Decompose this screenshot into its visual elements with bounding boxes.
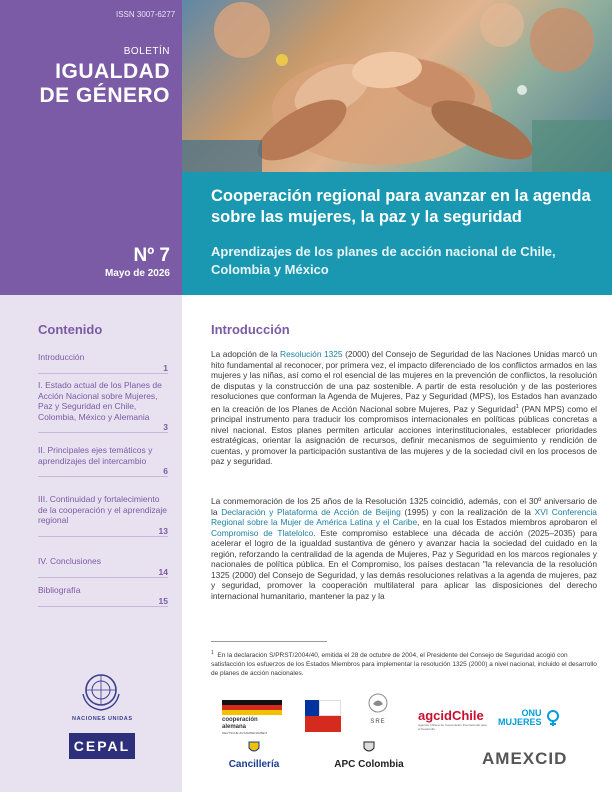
text-run: (PAN MPS) como el principal instrumento para traducir los compromisos internacionales en políticas públicas concretas a nivel nacional. Estos planes permiten articular acciones interinstitucionales, establecer prioridades estratégicas, orientar la asignación de recursos, definir mecanismos de seguimiento y rendición de cuentas, y promover la participación sustantiva de las mujeres y de la sociedad civil en los procesos de paz y seguridad. (211, 403, 597, 467)
series-title-line1: IGUALDAD (55, 60, 170, 83)
toc-item[interactable] (38, 352, 168, 374)
toc-item-page: 15 (158, 595, 168, 606)
onu-mujeres-logo (498, 709, 562, 727)
toc-item-page: 6 (163, 466, 168, 476)
text-run: (2000) del Consejo de Seguridad de las Naciones Unidas marcó un hito fundamental al reconocer, por primera vez, el impacto diferenciado de los conflictos armados en las mujeres y las niñas, así como el rol esencial de las mujeres en la prevención de conflictos, la resolución de disputas y la construcción de una paz sostenible. A partir de esta resolución y de las posteriores resoluciones que conforman la Agenda de Mujeres, Paz y Seguridad (MPS), los Estados han avanzado en la creación de los Planes de Acción Nacional sobre Mujeres, Paz y Seguridad (211, 349, 598, 414)
giz-logo (222, 700, 282, 735)
issue-number: Nº 7 (133, 245, 170, 266)
agcid-text: agcidChile (418, 708, 484, 723)
chile-government-logo (305, 700, 341, 732)
toc-item-page: 3 (163, 422, 168, 432)
toc-item-page: 1 (163, 362, 168, 373)
agcid-logo (418, 708, 488, 731)
intro-heading: Introducción (211, 322, 290, 337)
text-run: . Este compromiso establece una década de acción (2025–2035) para acelerar el logro de la igualdad sustantiva de género y avanzar hacia la sociedad del cuidado en la región, reforzando la centralidad de la agenda de Mujeres, Paz y Seguridad en los marcos regionales y nacionales de política pública. En el Compromiso, los países destacan "la relevancia de la resolución 1325 (2000) del Consejo de Seguridad, y las demás resoluciones relativas a la agenda de mujeres, paz y seguridad, promover la cooperación multilateral para aplicar las disposiciones del derecho internacional humanitario, mantener la paz y la (211, 527, 597, 601)
colombia-shield-icon (362, 740, 376, 754)
tlatelolco-commitment-link[interactable]: Compromiso de Tlatelolco (211, 527, 314, 538)
flag-red (305, 716, 341, 732)
apc-text: APC Colombia (334, 759, 404, 770)
flag-blue (305, 700, 319, 716)
flag-white (319, 700, 341, 716)
text-run: , en la cual los Estados miembros aprobaron el (417, 517, 597, 528)
intro-paragraph-2 (211, 496, 597, 601)
footnote-marker[interactable]: 1 (515, 403, 519, 410)
cancilleria-text: Cancillería (228, 759, 280, 770)
giz-line1: cooperación (222, 717, 258, 723)
chile-flag-top (305, 700, 341, 716)
text-run: (1995) y con la realización de la (400, 506, 535, 517)
text-run: La adopción de la (211, 349, 281, 359)
toc-item-label: III. Continuidad y fortalecimiento de la cooperación y el aprendizaje regional (38, 494, 168, 525)
toc-item[interactable] (38, 380, 168, 433)
footnote-divider (211, 641, 327, 642)
series-title-line2: DE GÉNERO (39, 84, 170, 107)
toc-item[interactable] (38, 585, 168, 607)
colombia-shield-icon (247, 740, 261, 754)
giz-line3: DEUTSCHE ZUSAMMENARBEIT (222, 731, 268, 735)
toc-item-page: 14 (158, 566, 168, 577)
regional-conference-link[interactable]: XVI Conferencia Regional sobre la Mujer de América Latina y el Caribe (211, 506, 597, 528)
agcid-subtext: Agencia Chilena de Cooperación Internacional para el Desarrollo (418, 723, 487, 731)
footnote-text: En la declaración S/PRST/2004/40, emitida el 28 de octubre de 2004, el Presidente del Consejo de Seguridad acogió con satisfacción los esfuerzos de los Estados Miembros para implementar la resolución 1325 (2000) a nivel nacional, incluido el desarrollo de planes de acción nacionales. (211, 652, 597, 677)
toc-item-label: Introducción (38, 352, 85, 362)
cancilleria-logo (226, 740, 282, 770)
footnote (211, 649, 597, 679)
toc-item[interactable] (38, 445, 168, 477)
toc-item-label: II. Principales ejes temáticos y aprendizajes del intercambio (38, 445, 153, 466)
series-label: BOLETÍN (123, 46, 170, 57)
giz-line2: alemana (222, 724, 247, 730)
text-run: La conmemoración de los 25 años de la Resolución 1325 coincidió, además, con el 30º aniversario de la (211, 496, 597, 517)
mexico-eagle-icon (367, 692, 389, 714)
apc-colombia-logo (331, 740, 407, 770)
toc-item[interactable] (38, 494, 168, 537)
sre-logo (360, 692, 396, 725)
un-label: NACIONES UNIDAS (72, 716, 133, 722)
mujeres-text: MUJERES (498, 717, 542, 727)
cover-photo-hands (182, 0, 612, 172)
sre-text: SRE (370, 719, 386, 725)
flag-stripe-gold (222, 710, 282, 715)
resolution-1325-link[interactable]: Resolución 1325 (280, 349, 343, 359)
issn: ISSN 3007-6277 (116, 10, 176, 19)
toc-item-label: IV. Conclusiones (38, 556, 102, 566)
issue-date: Mayo de 2026 (104, 268, 170, 279)
toc-item-page: 13 (158, 525, 168, 536)
toc-item-label: Bibliografía (38, 585, 81, 595)
publication-subtitle: Aprendizajes de los planes de acción nacional de Chile, Colombia y México (211, 244, 556, 277)
toc-item-label: I. Estado actual de los Planes de Acción Nacional sobre Mujeres, Paz y Seguridad en Chile, Colombia, México y Alemania (38, 380, 162, 422)
beijing-declaration-link[interactable]: Declaración y Plataforma de Acción de Beijing (221, 506, 401, 517)
toc-title: Contenido (38, 322, 103, 337)
intro-paragraph-1 (211, 349, 597, 467)
footnote-number: 1 (211, 650, 214, 656)
toc-item[interactable] (38, 556, 168, 578)
hands-illustration (182, 0, 612, 172)
un-emblem-icon (78, 672, 124, 717)
publication-title: Cooperación regional para avanzar en la agenda sobre las mujeres, la paz y la seguridad (211, 187, 591, 226)
amexcid-logo: AMEXCID (482, 749, 568, 768)
women-symbol-icon (544, 709, 562, 727)
onu-text: ONU (521, 708, 542, 718)
cepal-logo: CEPAL (69, 733, 135, 759)
